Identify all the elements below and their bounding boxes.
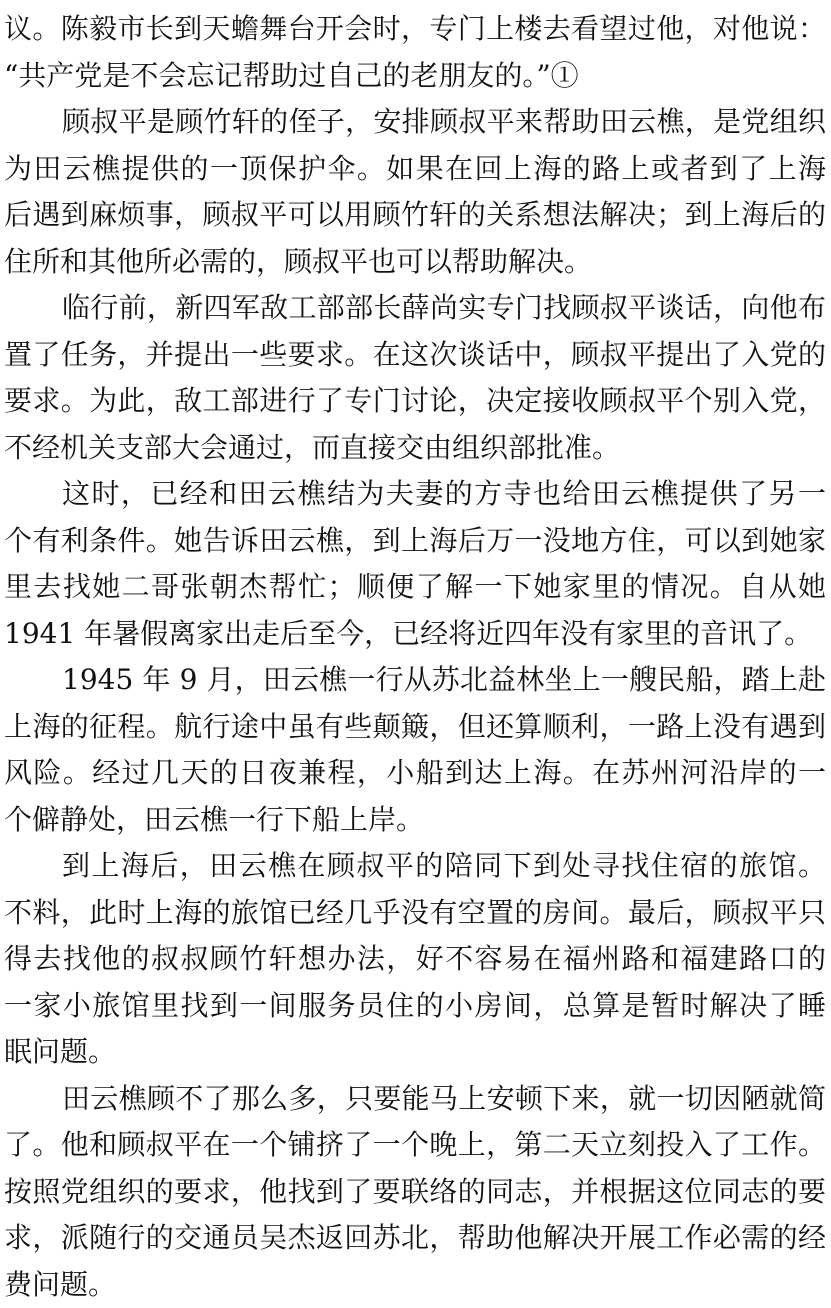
text-line: 个有利条件。她告诉田云樵，到上海后万一没地方住，可以到她家 — [4, 518, 826, 565]
paragraph-first-line: 这时，已经和田云樵结为夫妻的方寺也给田云樵提供了另一 — [4, 471, 826, 518]
text-line: 为田云樵提供的一顶保护伞。如果在回上海的路上或者到了上海 — [4, 146, 826, 193]
text-line: 求，派随行的交通员吴杰返回苏北，帮助他解决开展工作必需的经 — [4, 1215, 826, 1262]
text-line: 1941 年暑假离家出走后至今，已经将近四年没有家里的音讯了。 — [4, 611, 826, 658]
text-line: 上海的征程。航行途中虽有些颠簸，但还算顺利，一路上没有遇到 — [4, 704, 826, 751]
text-line: 要求。为此，敌工部进行了专门讨论，决定接收顾叔平个别入党， — [4, 378, 826, 425]
paragraph-first-line: 田云樵顾不了那么多，只要能马上安顿下来，就一切因陋就简 — [4, 1076, 826, 1123]
text-line: 一家小旅馆里找到一间服务员住的小房间，总算是暂时解决了睡 — [4, 983, 826, 1030]
text-line: 不料，此时上海的旅馆已经几乎没有空置的房间。最后，顾叔平只 — [4, 890, 826, 937]
text-line: 按照党组织的要求，他找到了要联络的同志，并根据这位同志的要 — [4, 1169, 826, 1216]
book-page — [4, 6, 826, 1308]
paragraph-first-line: 1945 年 9 月，田云樵一行从苏北益林坐上一艘民船，踏上赴 — [4, 657, 826, 704]
text-line: “共产党是不会忘记帮助过自己的老朋友的。”① — [4, 53, 826, 100]
paragraph-first-line: 到上海后，田云樵在顾叔平的陪同下到处寻找住宿的旅馆。 — [4, 843, 826, 890]
text-line: 议。陈毅市长到天蟾舞台开会时，专门上楼去看望过他，对他说： — [4, 6, 826, 53]
paragraph-first-line: 临行前，新四军敌工部部长薛尚实专门找顾叔平谈话，向他布 — [4, 285, 826, 332]
text-line: 个僻静处，田云樵一行下船上岸。 — [4, 797, 826, 844]
text-line: 住所和其他所必需的，顾叔平也可以帮助解决。 — [4, 239, 826, 286]
text-line: 了。他和顾叔平在一个铺挤了一个晚上，第二天立刻投入了工作。 — [4, 1122, 826, 1169]
text-line: 费问题。 — [4, 1262, 826, 1308]
text-line: 眠问题。 — [4, 1029, 826, 1076]
text-line: 不经机关支部大会通过，而直接交由组织部批准。 — [4, 425, 826, 472]
text-line: 风险。经过几天的日夜兼程，小船到达上海。在苏州河沿岸的一 — [4, 750, 826, 797]
text-line: 得去找他的叔叔顾竹轩想办法，好不容易在福州路和福建路口的 — [4, 936, 826, 983]
text-line: 置了任务，并提出一些要求。在这次谈话中，顾叔平提出了入党的 — [4, 332, 826, 379]
paragraph-first-line: 顾叔平是顾竹轩的侄子，安排顾叔平来帮助田云樵，是党组织 — [4, 99, 826, 146]
text-line: 后遇到麻烦事，顾叔平可以用顾竹轩的关系想法解决；到上海后的 — [4, 192, 826, 239]
text-line: 里去找她二哥张朝杰帮忙；顺便了解一下她家里的情况。自从她 — [4, 564, 826, 611]
